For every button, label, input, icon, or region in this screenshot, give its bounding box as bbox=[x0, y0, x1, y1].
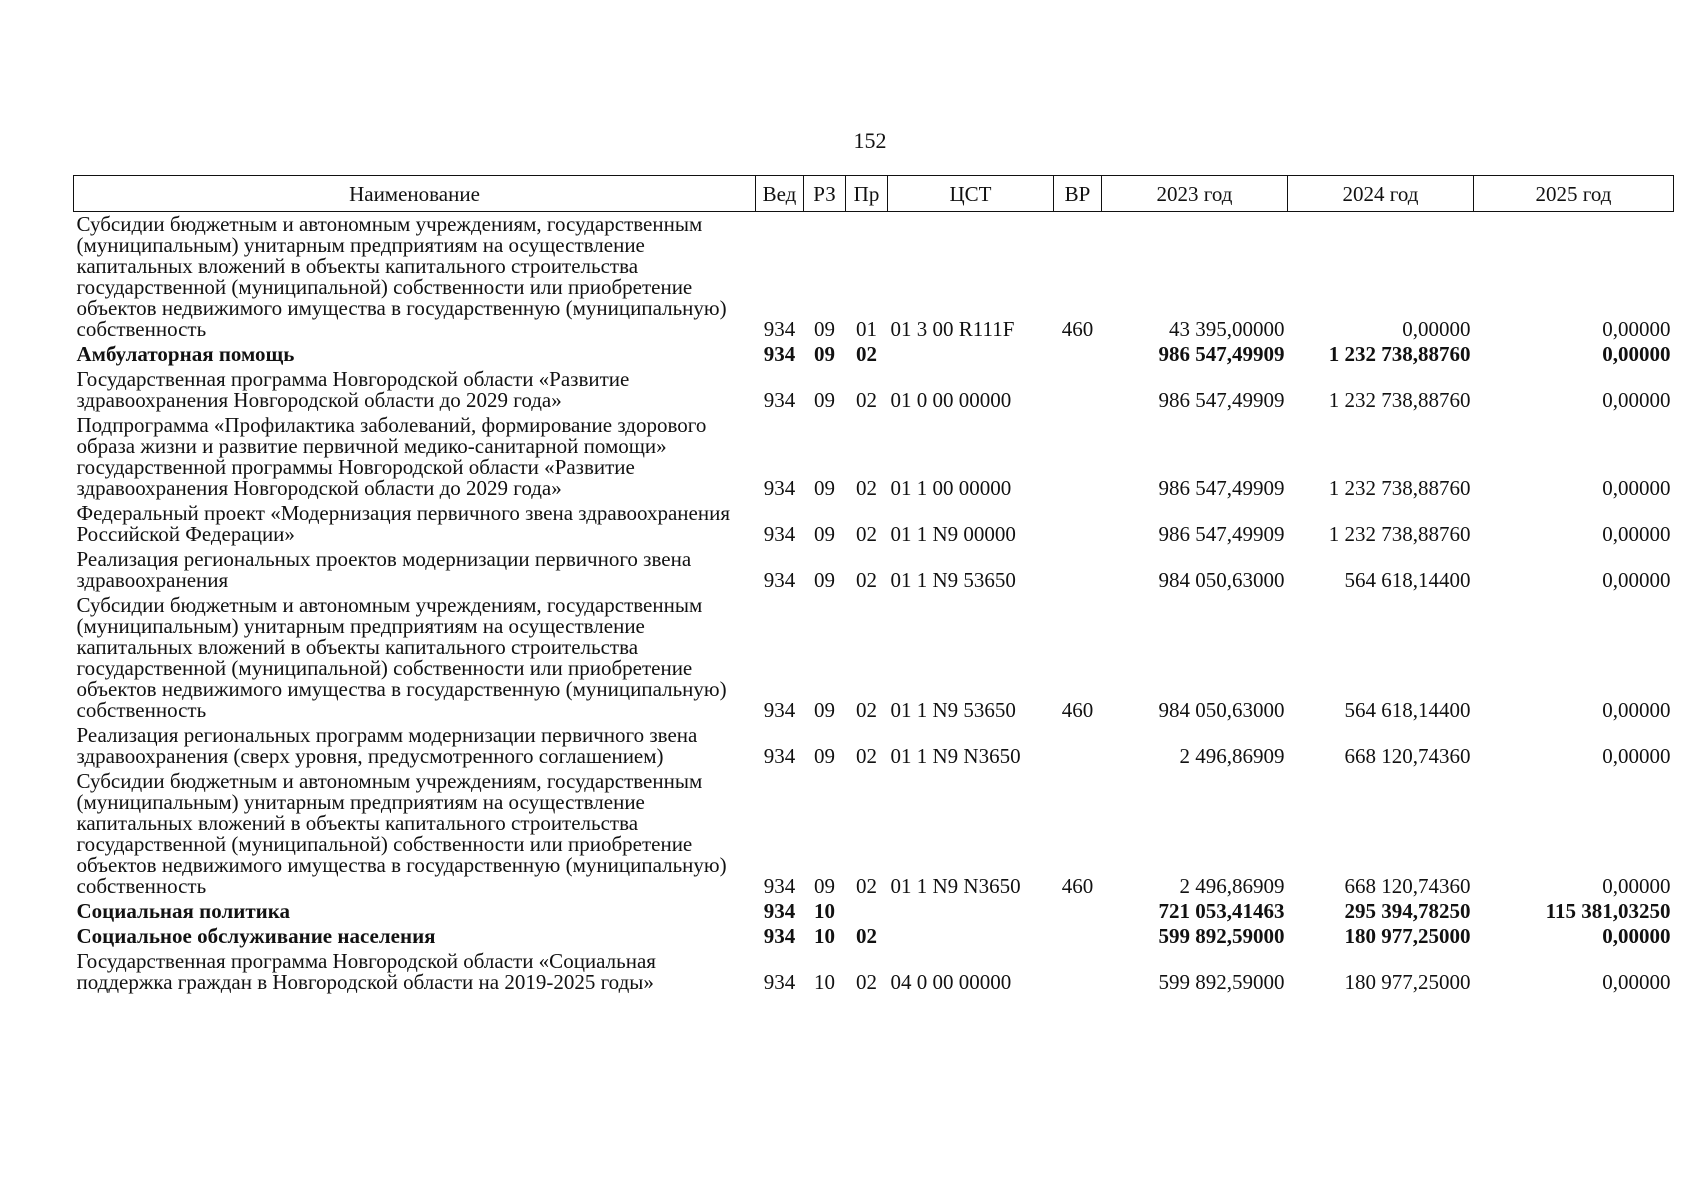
cell-cst: 01 1 N9 N3650 bbox=[890, 874, 1021, 898]
cell-2023: 43 395,00000 bbox=[1169, 317, 1285, 341]
cell-cst bbox=[888, 924, 1054, 949]
cell-cst bbox=[888, 342, 1054, 367]
cell-2025: 0,00000 bbox=[1602, 522, 1671, 546]
cell-2024: 180 977,25000 bbox=[1344, 924, 1471, 948]
col-header-pr: Пр bbox=[846, 176, 888, 212]
table-row bbox=[74, 924, 1674, 949]
cell-vr bbox=[1054, 924, 1102, 949]
cell-cst: 01 3 00 R111F bbox=[890, 317, 1015, 341]
cell-ved: 934 bbox=[763, 874, 796, 898]
cell-vr bbox=[1054, 342, 1102, 367]
cell-cst: 01 1 N9 53650 bbox=[890, 698, 1016, 722]
cell-vr bbox=[1054, 949, 1102, 995]
cell-2025: 0,00000 bbox=[1602, 342, 1671, 366]
cell-2025: 0,00000 bbox=[1602, 924, 1671, 948]
cell-2025: 0,00000 bbox=[1602, 317, 1671, 341]
cell-2023: 599 892,59000 bbox=[1158, 970, 1285, 994]
cell-name: Социальное обслуживание населения bbox=[76, 924, 436, 948]
cell-cst: 01 1 00 00000 bbox=[890, 476, 1012, 500]
table-row bbox=[74, 949, 1674, 995]
cell-pr: 02 bbox=[856, 924, 877, 948]
table-row bbox=[74, 723, 1674, 769]
cell-2024: 564 618,14400 bbox=[1344, 568, 1471, 592]
cell-2025: 0,00000 bbox=[1602, 476, 1671, 500]
cell-2025: 0,00000 bbox=[1602, 970, 1671, 994]
table-row bbox=[74, 342, 1674, 367]
cell-rz: 09 bbox=[814, 698, 835, 722]
cell-name: Реализация региональных проектов модернизации первичного звена здравоохранения bbox=[76, 547, 692, 592]
col-header-2025: 2025 год bbox=[1474, 176, 1674, 212]
cell-2024: 1 232 738,88760 bbox=[1328, 342, 1471, 366]
table-header bbox=[74, 176, 1674, 212]
cell-rz: 09 bbox=[814, 317, 835, 341]
cell-2024: 564 618,14400 bbox=[1344, 698, 1471, 722]
cell-pr: 02 bbox=[856, 970, 877, 994]
cell-cst: 01 1 N9 00000 bbox=[890, 522, 1016, 546]
cell-2024: 1 232 738,88760 bbox=[1328, 388, 1471, 412]
cell-rz: 09 bbox=[814, 522, 835, 546]
cell-rz: 09 bbox=[814, 342, 835, 366]
table-row bbox=[74, 367, 1674, 413]
cell-pr: 02 bbox=[856, 342, 877, 366]
header-row bbox=[74, 176, 1674, 212]
cell-cst bbox=[888, 899, 1054, 924]
cell-2023: 986 547,49909 bbox=[1158, 522, 1285, 546]
cell-ved: 934 bbox=[763, 476, 796, 500]
cell-rz: 09 bbox=[814, 744, 835, 768]
cell-name: Амбулаторная помощь bbox=[76, 342, 295, 366]
cell-2024: 0,00000 bbox=[1402, 317, 1471, 341]
cell-2025: 0,00000 bbox=[1602, 744, 1671, 768]
cell-ved: 934 bbox=[763, 924, 796, 948]
cell-cst: 01 1 N9 N3650 bbox=[890, 744, 1021, 768]
cell-rz: 10 bbox=[814, 970, 835, 994]
cell-2024: 668 120,74360 bbox=[1344, 874, 1471, 898]
cell-2023: 984 050,63000 bbox=[1158, 698, 1285, 722]
page-number: 152 bbox=[853, 128, 887, 153]
col-header-rz: РЗ bbox=[804, 176, 846, 212]
cell-ved: 934 bbox=[763, 568, 796, 592]
table-row bbox=[74, 769, 1674, 899]
cell-name: Федеральный проект «Модернизация первичного звена здравоохранения Российской Федерации» bbox=[76, 501, 730, 546]
cell-rz: 10 bbox=[814, 899, 835, 923]
col-header-2024: 2024 год bbox=[1288, 176, 1474, 212]
col-header-cst: ЦСТ bbox=[888, 176, 1054, 212]
cell-rz: 09 bbox=[814, 476, 835, 500]
cell-2023: 2 496,86909 bbox=[1179, 874, 1285, 898]
cell-pr: 02 bbox=[856, 744, 877, 768]
cell-vr: 460 bbox=[1061, 698, 1094, 722]
cell-vr bbox=[1054, 723, 1102, 769]
cell-pr: 01 bbox=[856, 317, 877, 341]
cell-vr bbox=[1054, 547, 1102, 593]
cell-2025: 0,00000 bbox=[1602, 874, 1671, 898]
cell-cst: 04 0 00 00000 bbox=[890, 970, 1012, 994]
cell-name: Субсидии бюджетным и автономным учреждениям, государственным (муниципальным) унитарным предприятиям на осуществление капитальных вложений в объекты капитального строительства государственной (муниципальной) собственности или приобретение объектов недвижимого имущества в государственную (муниципальную) собственность bbox=[76, 769, 727, 898]
cell-2023: 986 547,49909 bbox=[1158, 342, 1285, 366]
table-row bbox=[74, 593, 1674, 723]
cell-pr: 02 bbox=[856, 874, 877, 898]
cell-ved: 934 bbox=[763, 744, 796, 768]
cell-2024: 295 394,78250 bbox=[1344, 899, 1471, 923]
cell-pr: 02 bbox=[856, 388, 877, 412]
cell-2024: 668 120,74360 bbox=[1344, 744, 1471, 768]
cell-name: Подпрограмма «Профилактика заболеваний, формирование здорового образа жизни и развитие первичной медико-санитарной помощи» государственной программы Новгородской области «Развитие здравоохранения Новгородской области до 2029 года» bbox=[76, 413, 707, 500]
cell-2024: 1 232 738,88760 bbox=[1328, 476, 1471, 500]
cell-2023: 986 547,49909 bbox=[1158, 476, 1285, 500]
cell-ved: 934 bbox=[763, 899, 796, 923]
cell-2025: 0,00000 bbox=[1602, 388, 1671, 412]
cell-2025: 0,00000 bbox=[1602, 568, 1671, 592]
cell-2025: 115 381,03250 bbox=[1545, 899, 1671, 923]
cell-rz: 10 bbox=[814, 924, 835, 948]
table-row bbox=[74, 501, 1674, 547]
cell-name: Социальная политика bbox=[76, 899, 291, 923]
table-row bbox=[74, 413, 1674, 501]
cell-ved: 934 bbox=[763, 970, 796, 994]
cell-ved: 934 bbox=[763, 388, 796, 412]
cell-ved: 934 bbox=[763, 342, 796, 366]
col-header-name: Наименование bbox=[74, 176, 756, 212]
cell-cst: 01 0 00 00000 bbox=[890, 388, 1012, 412]
cell-rz: 09 bbox=[814, 388, 835, 412]
cell-name: Государственная программа Новгородской области «Социальная поддержка граждан в Новгородской области на 2019-2025 годы» bbox=[76, 949, 656, 994]
cell-vr bbox=[1054, 899, 1102, 924]
cell-2023: 2 496,86909 bbox=[1179, 744, 1285, 768]
cell-pr: 02 bbox=[856, 698, 877, 722]
col-header-ved: Вед bbox=[756, 176, 804, 212]
cell-name: Субсидии бюджетным и автономным учреждениям, государственным (муниципальным) унитарным предприятиям на осуществление капитальных вложений в объекты капитального строительства государственной (муниципальной) собственности или приобретение объектов недвижимого имущества в государственную (муниципальную) собственность bbox=[76, 212, 727, 341]
cell-2023: 984 050,63000 bbox=[1158, 568, 1285, 592]
cell-ved: 934 bbox=[763, 317, 796, 341]
cell-2024: 180 977,25000 bbox=[1344, 970, 1471, 994]
cell-rz: 09 bbox=[814, 874, 835, 898]
table-row bbox=[74, 212, 1674, 343]
table-row bbox=[74, 899, 1674, 924]
col-header-2023: 2023 год bbox=[1102, 176, 1288, 212]
table-body bbox=[74, 212, 1674, 996]
cell-pr: 02 bbox=[856, 476, 877, 500]
cell-2023: 986 547,49909 bbox=[1158, 388, 1285, 412]
table-row bbox=[74, 547, 1674, 593]
cell-name: Государственная программа Новгородской области «Развитие здравоохранения Новгородской области до 2029 года» bbox=[76, 367, 630, 412]
cell-2025: 0,00000 bbox=[1602, 698, 1671, 722]
cell-cst: 01 1 N9 53650 bbox=[890, 568, 1016, 592]
cell-vr bbox=[1054, 367, 1102, 413]
cell-ved: 934 bbox=[763, 698, 796, 722]
col-header-vr: ВР bbox=[1054, 176, 1102, 212]
cell-rz: 09 bbox=[814, 568, 835, 592]
cell-2023: 721 053,41463 bbox=[1158, 899, 1285, 923]
cell-pr: 02 bbox=[856, 522, 877, 546]
cell-name: Субсидии бюджетным и автономным учреждениям, государственным (муниципальным) унитарным предприятиям на осуществление капитальных вложений в объекты капитального строительства государственной (муниципальной) собственности или приобретение объектов недвижимого имущества в государственную (муниципальную) собственность bbox=[76, 593, 727, 722]
cell-pr: 02 bbox=[856, 568, 877, 592]
cell-vr: 460 bbox=[1061, 317, 1094, 341]
cell-vr bbox=[1054, 501, 1102, 547]
cell-ved: 934 bbox=[763, 522, 796, 546]
cell-2023: 599 892,59000 bbox=[1158, 924, 1285, 948]
cell-name: Реализация региональных программ модернизации первичного звена здравоохранения (сверх уровня, предусмотренного соглашением) bbox=[76, 723, 698, 768]
cell-vr bbox=[1054, 413, 1102, 501]
budget-table bbox=[73, 175, 1674, 995]
cell-2024: 1 232 738,88760 bbox=[1328, 522, 1471, 546]
cell-pr bbox=[846, 899, 888, 924]
cell-vr: 460 bbox=[1061, 874, 1094, 898]
